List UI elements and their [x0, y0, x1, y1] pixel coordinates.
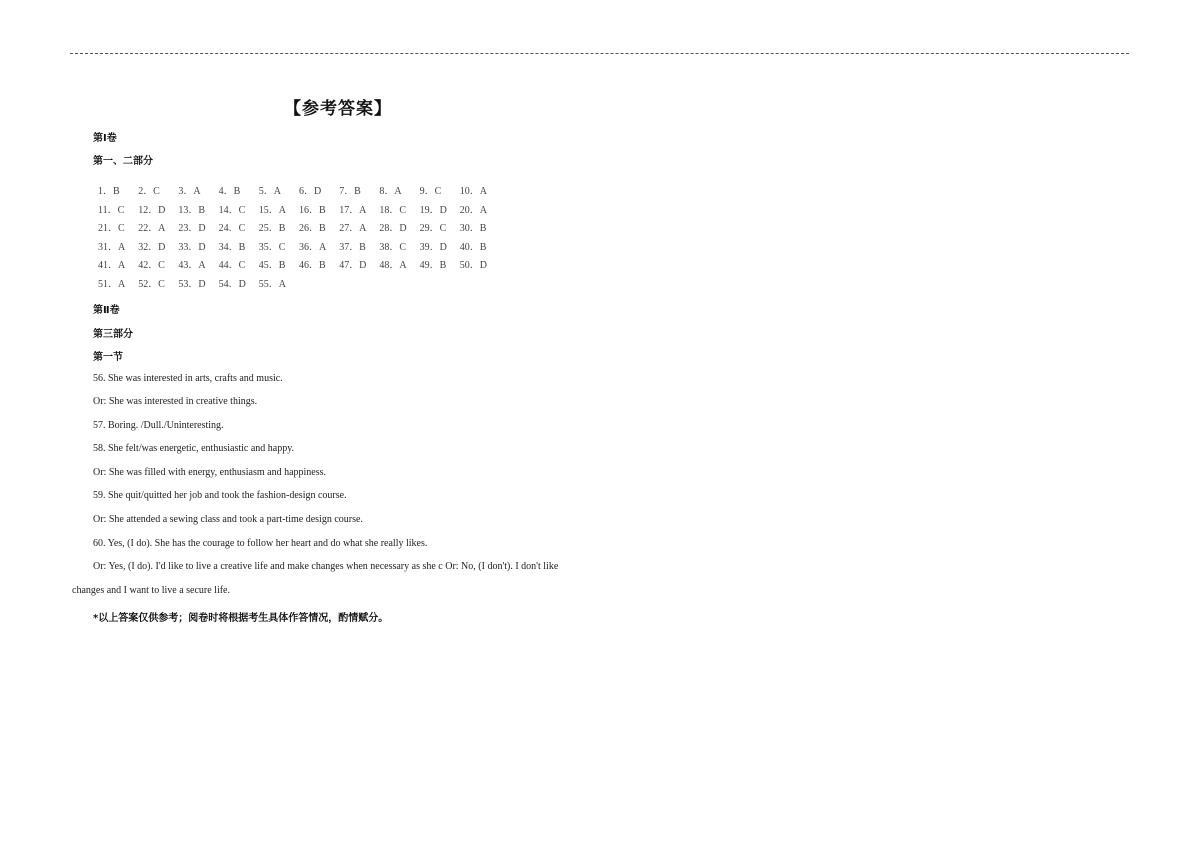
volume-two-heading: 第Ⅱ卷 [93, 305, 120, 316]
choice-answer: 39．D [419, 241, 447, 253]
choice-answer: 29．C [419, 223, 447, 234]
answer-row [93, 219, 513, 238]
choice-answer: 3．A [178, 186, 201, 197]
choice-answer: 1．B [98, 186, 120, 197]
page-title: 【参考答案】 [284, 99, 392, 119]
choice-answer: 8．A [379, 186, 402, 197]
subsection-one-heading: 第一节 [93, 352, 123, 363]
choice-answer: 41．A [98, 260, 126, 271]
answer-line: Or: She was filled with energy, enthusiasm and happiness. [93, 467, 327, 478]
grading-note: *以上答案仅供参考；阅卷时将根据考生具体作答情况，酌情赋分。 [93, 613, 389, 624]
choice-answer: 12．D [138, 204, 166, 216]
section-one-two-heading: 第一、二部分 [93, 156, 153, 167]
choice-answer: 27．A [339, 223, 367, 234]
section-three-heading: 第三部分 [93, 329, 133, 340]
answer-grid [93, 182, 513, 293]
choice-answer: 25．B [258, 223, 286, 234]
header-rule [70, 53, 1129, 54]
choice-answer: 34．B [218, 241, 246, 253]
answer-line: 60. Yes, (I do). She has the courage to follow her heart and do what she really likes. [93, 538, 428, 549]
answer-row [93, 238, 513, 257]
choice-answer: 13．B [178, 204, 206, 216]
choice-answer: 31．A [98, 241, 126, 253]
choice-answer: 19．D [419, 204, 447, 216]
answer-line: 59. She quit/quitted her job and took the fashion-design course. [93, 490, 347, 501]
answer-line: Or: She attended a sewing class and took a part-time design course. [93, 514, 363, 525]
choice-answer: 37．B [339, 241, 366, 253]
choice-answer: 55．A [258, 278, 287, 290]
answer-line: Or: She was interested in creative things. [93, 396, 258, 407]
choice-answer: 28．D [379, 223, 407, 234]
choice-answer: 36．A [299, 241, 327, 253]
answer-row [93, 182, 513, 201]
choice-answer: 15．A [258, 204, 287, 216]
choice-answer: 9．C [419, 186, 442, 197]
choice-answer: 51．A [98, 278, 126, 290]
volume-one-heading: 第Ⅰ卷 [93, 133, 117, 144]
choice-answer: 5．A [258, 186, 282, 197]
answer-row [93, 256, 513, 275]
choice-answer: 16．B [299, 204, 326, 216]
choice-answer: 42．C [138, 260, 165, 271]
choice-answer: 32．D [138, 241, 166, 253]
choice-answer: 44．C [218, 260, 246, 271]
choice-answer: 54．D [218, 278, 246, 290]
choice-answer: 2．C [138, 186, 160, 197]
answer-line: 58. She felt/was energetic, enthusiastic and happy. [93, 443, 295, 454]
answer-line: changes and I want to live a secure life. [72, 585, 230, 596]
choice-answer: 17．A [339, 204, 367, 216]
choice-answer: 33．D [178, 241, 206, 253]
choice-answer: 21．C [98, 223, 125, 234]
answer-row [93, 275, 513, 294]
choice-answer: 45．B [258, 260, 286, 271]
choice-answer: 20．A [459, 204, 488, 216]
answer-line: Or: Yes, (I do). I'd like to live a creative life and make changes when necessary as she c Or: No, (I don't). I don't like [93, 561, 559, 572]
choice-answer: 14．C [218, 204, 246, 216]
choice-answer: 50．D [459, 260, 488, 271]
choice-answer: 30．B [459, 223, 487, 234]
answer-row [93, 201, 513, 220]
answer-line: 56. She was interested in arts, crafts and music. [93, 373, 283, 384]
choice-answer: 35．C [258, 241, 286, 253]
choice-answer: 22．A [138, 223, 166, 234]
choice-answer: 49．B [419, 260, 447, 271]
choice-answer: 52．C [138, 278, 165, 290]
choice-answer: 26．B [299, 223, 326, 234]
choice-answer: 53．D [178, 278, 206, 290]
choice-answer: 7．B [339, 186, 361, 197]
choice-answer: 24．C [218, 223, 246, 234]
choice-answer: 48．A [379, 260, 407, 271]
choice-answer: 4．B [218, 186, 241, 197]
choice-answer: 47．D [339, 260, 367, 271]
choice-answer: 46．B [299, 260, 326, 271]
choice-answer: 6．D [299, 186, 322, 197]
choice-answer: 23．D [178, 223, 206, 234]
choice-answer: 43．A [178, 260, 206, 271]
choice-answer: 38．C [379, 241, 407, 253]
choice-answer: 11．C [98, 204, 125, 216]
choice-answer: 40．B [459, 241, 487, 253]
choice-answer: 10．A [459, 186, 488, 197]
answer-line: 57. Boring. /Dull./Uninteresting. [93, 420, 224, 431]
choice-answer: 18．C [379, 204, 407, 216]
